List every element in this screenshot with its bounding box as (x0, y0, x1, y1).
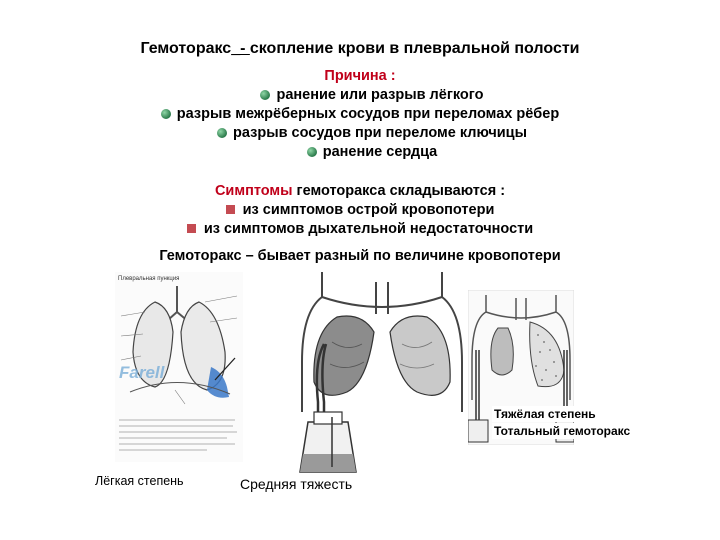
title-prefix: Гемоторакс (140, 40, 232, 57)
symptoms-heading: Симптомы гемоторакса складываются : (214, 183, 506, 199)
red-bullet-icon (187, 224, 196, 233)
causes-heading: Причина : (324, 68, 396, 84)
cause-item-4: ранение сердца (12, 144, 720, 160)
caption-severe-2: Тотальный гемоторакс (494, 424, 631, 438)
figure-thorax-drainage (292, 272, 472, 477)
red-bullet-icon (226, 205, 235, 214)
cause-item-1: ранение или разрыв лёгкого (12, 87, 720, 103)
green-bullet-icon (217, 128, 227, 138)
figure-left-heading: Плевральная пункция (118, 276, 180, 282)
green-bullet-icon (307, 147, 317, 157)
green-bullet-icon (161, 109, 171, 119)
symptom-item-1: из симптомов острой кровопотери (0, 202, 720, 218)
title-underlined: _- (231, 40, 250, 57)
caption-severe-1: Тяжёлая степень (494, 407, 596, 421)
title-suffix: скопление крови в плевральной полости (249, 40, 580, 57)
page-title (0, 40, 720, 58)
figure-left-watermark: Farell (119, 363, 165, 382)
cause-item-2: разрыв межрёберных сосудов при переломах рёбер (0, 106, 720, 122)
severity-line: Гемоторакс – бывает разный по величине кровопотери (159, 248, 561, 264)
symptom-item-2: из симптомов дыхательной недостаточности (0, 221, 720, 237)
caption-medium: Средняя тяжесть (240, 476, 353, 492)
cause-item-3: разрыв сосудов при переломе ключицы (12, 125, 720, 141)
green-bullet-icon (260, 90, 270, 100)
figure-pleural-puncture (115, 272, 243, 462)
caption-light: Лёгкая степень (95, 474, 184, 488)
